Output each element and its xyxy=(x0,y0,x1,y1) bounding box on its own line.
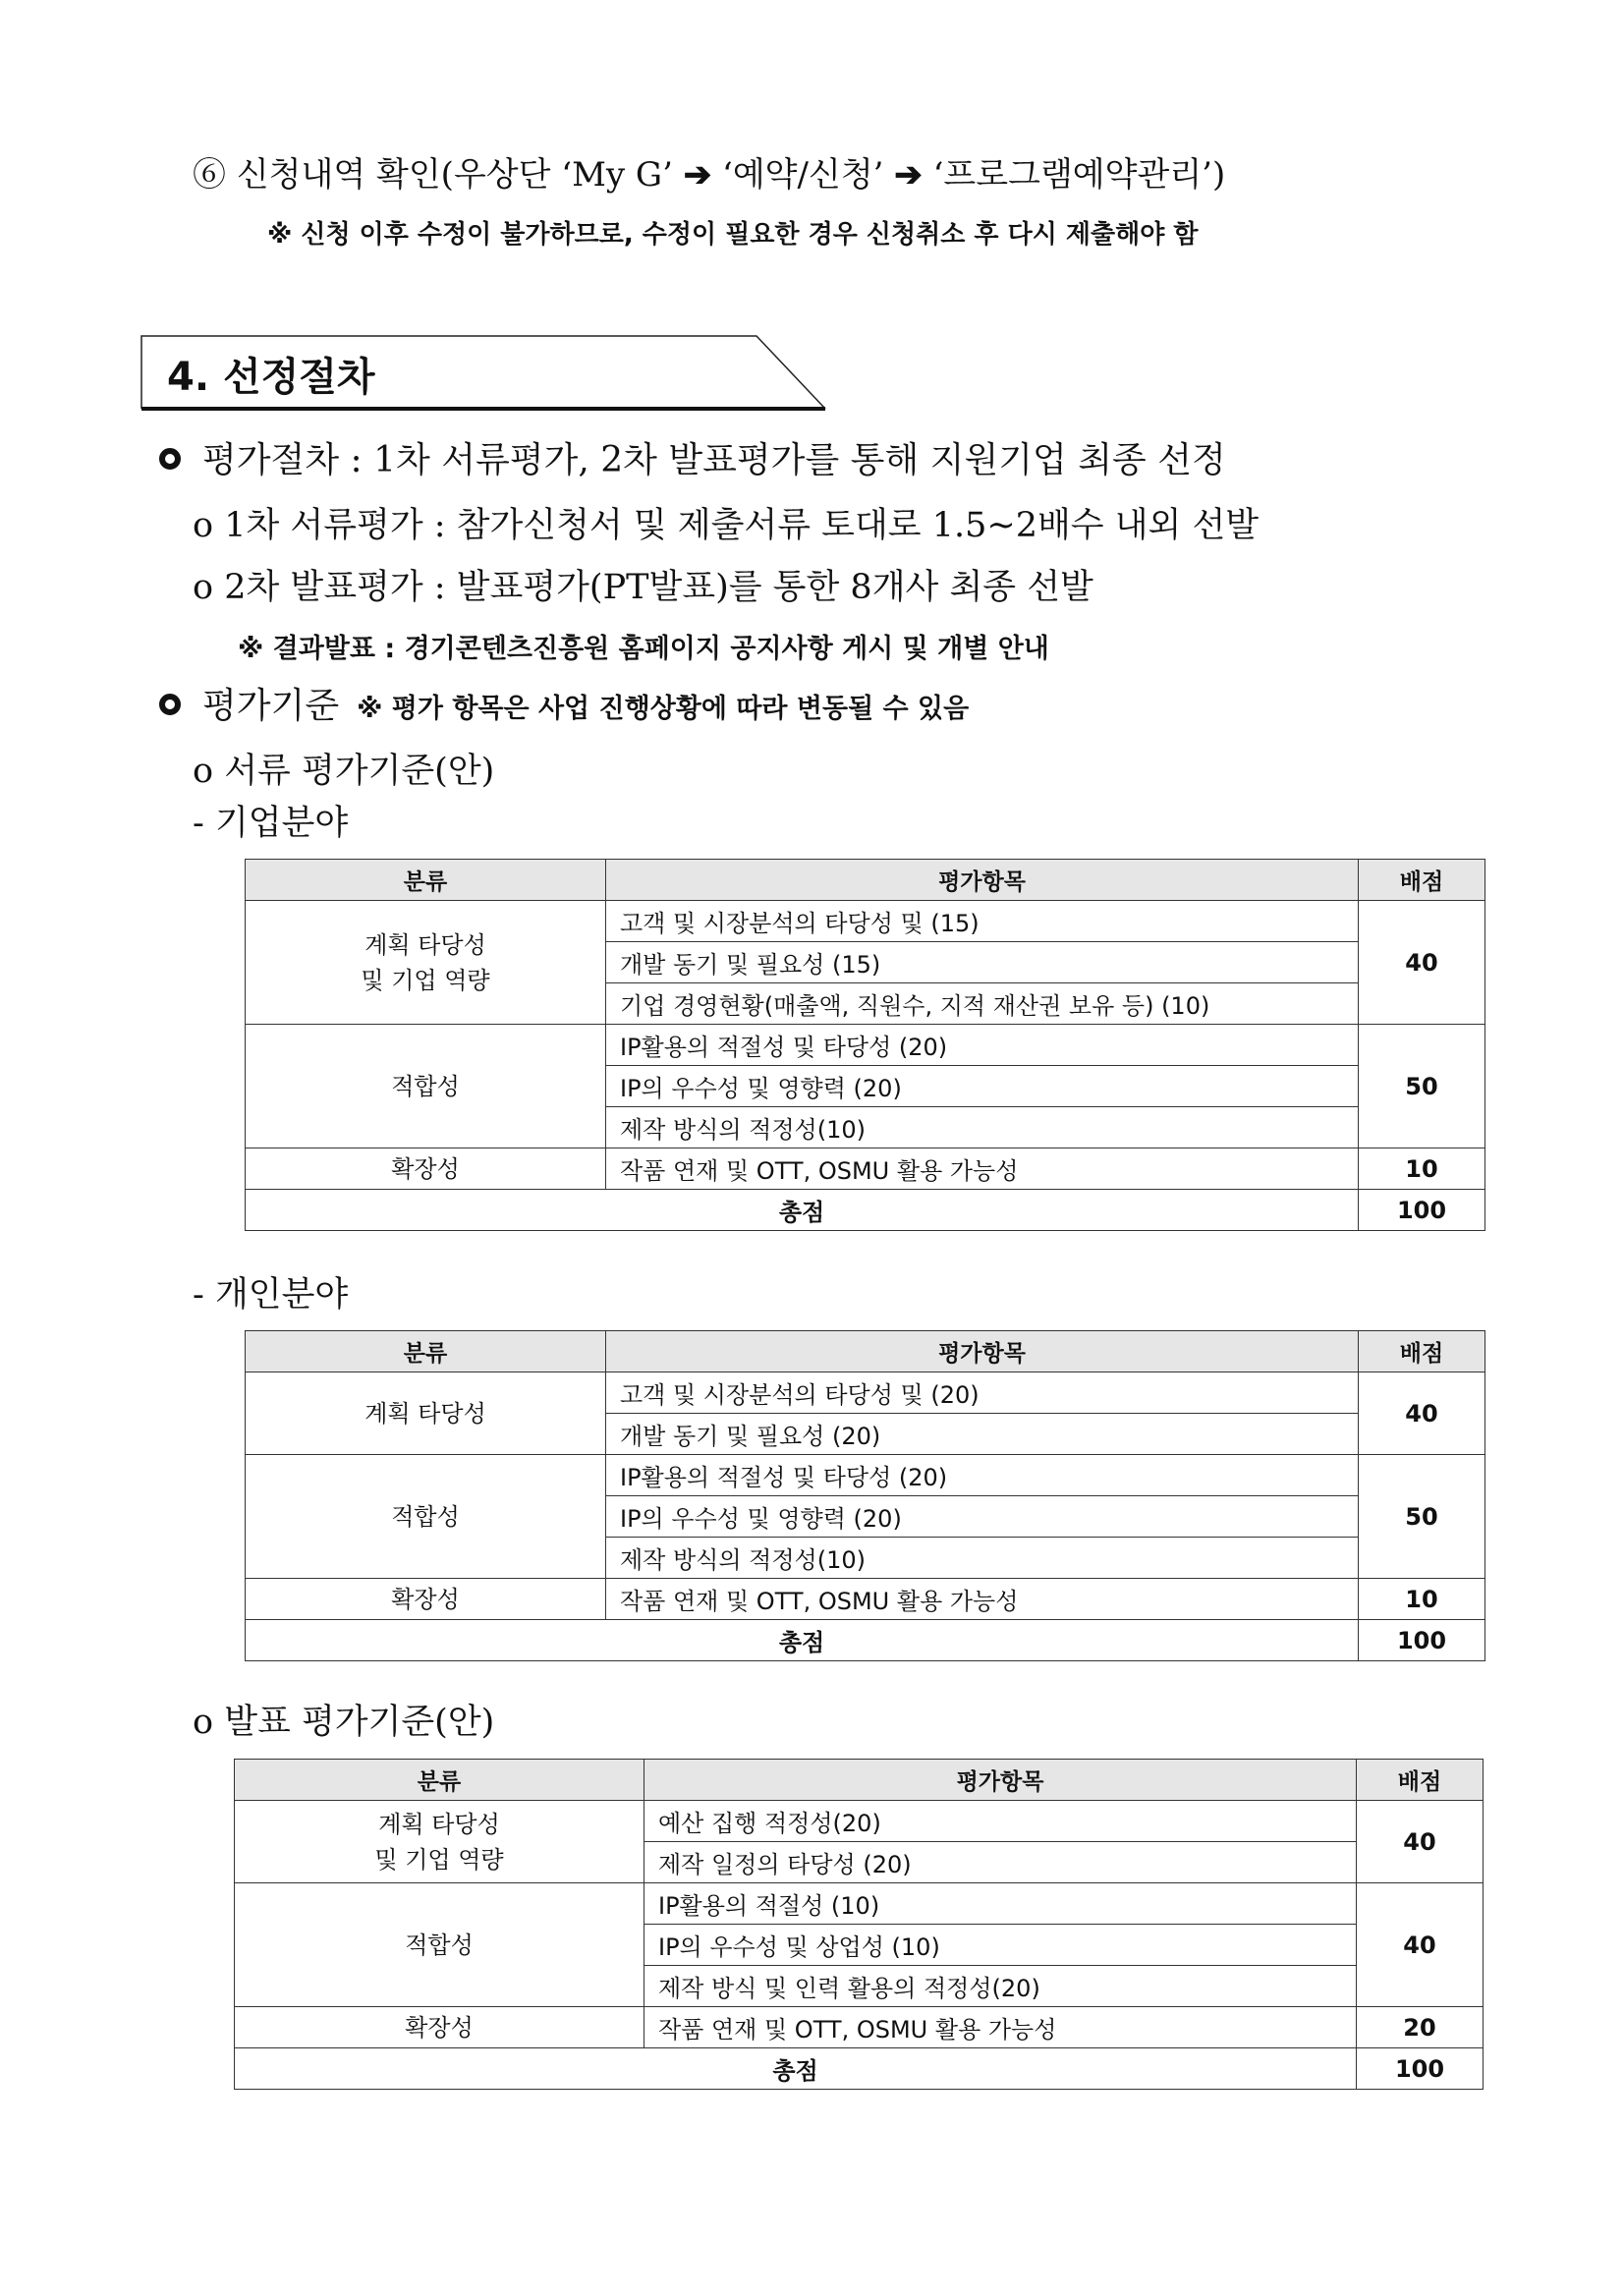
item-cell: 작품 연재 및 OTT, OSMU 활용 가능성 xyxy=(606,1148,1359,1190)
score-cell: 20 xyxy=(1357,2007,1484,2048)
indiv-heading: - 개인분야 xyxy=(193,1275,349,1315)
item-cell: 개발 동기 및 필요성 (20) xyxy=(606,1414,1359,1455)
section-title: 4. 선정절차 xyxy=(167,355,375,400)
item-cell: 작품 연재 및 OTT, OSMU 활용 가능성 xyxy=(606,1579,1359,1620)
procedure-note: ※ 결과발표 : 경기콘텐츠진흥원 홈페이지 공지사항 게시 및 개별 안내 xyxy=(238,634,1049,664)
step6-note: ※ 신청 이후 수정이 불가하므로, 수정이 필요한 경우 신청취소 후 다시 제출해야 함 xyxy=(267,220,1199,250)
item-cell: 제작 방식 및 인력 활용의 적정성(20) xyxy=(644,1966,1357,2007)
category-cell xyxy=(235,1801,644,1883)
item-cell: IP의 우수성 및 상업성 (10) xyxy=(644,1925,1357,1966)
score-cell: 40 xyxy=(1357,1801,1484,1883)
category-label: 계획 타당성 xyxy=(364,930,486,959)
circle-bullet-icon xyxy=(159,694,181,715)
total-row xyxy=(246,1620,1485,1661)
score-cell: 40 xyxy=(1359,1372,1485,1455)
category-label: 및 기업 역량 xyxy=(374,1845,504,1874)
table-row xyxy=(235,1883,1484,1925)
circle-bullet-icon xyxy=(159,448,181,470)
indiv-criteria-table xyxy=(245,1330,1485,1661)
section-heading xyxy=(140,334,827,411)
table-row xyxy=(235,2007,1484,2048)
total-row xyxy=(246,1190,1485,1231)
header-score: 배점 xyxy=(1359,860,1485,901)
item-cell: 제작 방식의 적정성(10) xyxy=(606,1107,1359,1148)
item-cell: 예산 집행 적정성(20) xyxy=(644,1801,1357,1842)
item-cell: 제작 일정의 타당성 (20) xyxy=(644,1842,1357,1883)
table-row xyxy=(246,1455,1485,1496)
total-row xyxy=(235,2048,1484,2090)
pt-criteria-table xyxy=(234,1759,1484,2090)
category-label: 계획 타당성 xyxy=(378,1810,500,1838)
score-cell: 40 xyxy=(1359,901,1485,1025)
table-row xyxy=(246,901,1485,942)
category-cell: 확장성 xyxy=(246,1579,606,1620)
category-cell: 적합성 xyxy=(235,1883,644,2007)
header-items: 평가항목 xyxy=(644,1760,1357,1801)
score-cell: 10 xyxy=(1359,1148,1485,1190)
category-label: 및 기업 역량 xyxy=(361,966,490,994)
category-cell: 계획 타당성 xyxy=(246,1372,606,1455)
procedure-heading: 평가절차 : 1차 서류평가, 2차 발표평가를 통해 지원기업 최종 선정 xyxy=(202,440,1226,480)
category-cell: 확장성 xyxy=(235,2007,644,2048)
step6-line xyxy=(193,147,1225,196)
header-category: 분류 xyxy=(246,860,606,901)
procedure-heading-line xyxy=(159,432,1226,482)
header-score: 배점 xyxy=(1357,1760,1484,1801)
header-items: 평가항목 xyxy=(606,1331,1359,1372)
criteria-heading: 평가기준 xyxy=(202,686,340,726)
item-cell: 작품 연재 및 OTT, OSMU 활용 가능성 xyxy=(644,2007,1357,2048)
table-row xyxy=(246,1148,1485,1190)
item-cell: IP의 우수성 및 영향력 (20) xyxy=(606,1066,1359,1107)
item-cell: 기업 경영현황(매출액, 직원수, 지적 재산권 보유 등) (10) xyxy=(606,983,1359,1025)
corp-heading: - 기업분야 xyxy=(193,804,349,843)
score-cell: 50 xyxy=(1359,1025,1485,1148)
item-cell: 개발 동기 및 필요성 (15) xyxy=(606,942,1359,983)
pt-criteria-heading: o 발표 평가기준(안) xyxy=(193,1703,495,1742)
table-row xyxy=(246,1579,1485,1620)
total-score: 100 xyxy=(1359,1620,1485,1661)
item-cell: IP활용의 적절성 및 타당성 (20) xyxy=(606,1455,1359,1496)
criteria-heading-line xyxy=(159,678,969,728)
score-cell: 10 xyxy=(1359,1579,1485,1620)
step6-text-b: ‘예약/신청’ xyxy=(722,155,884,195)
item-cell: IP의 우수성 및 영향력 (20) xyxy=(606,1496,1359,1538)
category-cell xyxy=(246,901,606,1025)
step6-text-c: ‘프로그램예약관리’) xyxy=(932,155,1226,195)
header-category: 분류 xyxy=(235,1760,644,1801)
total-label: 총점 xyxy=(235,2048,1357,2090)
table-row xyxy=(246,1372,1485,1414)
item-cell: 고객 및 시장분석의 타당성 및 (15) xyxy=(606,901,1359,942)
total-label: 총점 xyxy=(246,1190,1359,1231)
step-marker: ⑥ xyxy=(193,155,226,195)
category-cell: 적합성 xyxy=(246,1455,606,1579)
item-cell: 고객 및 시장분석의 타당성 및 (20) xyxy=(606,1372,1359,1414)
category-cell: 적합성 xyxy=(246,1025,606,1148)
header-items: 평가항목 xyxy=(606,860,1359,901)
procedure-step2: o 2차 발표평가 : 발표평가(PT발표)를 통한 8개사 최종 선발 xyxy=(193,568,1093,607)
score-cell: 50 xyxy=(1359,1455,1485,1579)
table-row xyxy=(246,1025,1485,1066)
item-cell: IP활용의 적절성 및 타당성 (20) xyxy=(606,1025,1359,1066)
total-label: 총점 xyxy=(246,1620,1359,1661)
table-header-row xyxy=(246,1331,1485,1372)
doc-criteria-heading: o 서류 평가기준(안) xyxy=(193,752,495,791)
header-category: 분류 xyxy=(246,1331,606,1372)
header-score: 배점 xyxy=(1359,1331,1485,1372)
criteria-heading-note: ※ 평가 항목은 사업 진행상황에 따라 변동될 수 있음 xyxy=(357,694,970,724)
item-cell: 제작 방식의 적정성(10) xyxy=(606,1538,1359,1579)
total-score: 100 xyxy=(1359,1190,1485,1231)
total-score: 100 xyxy=(1357,2048,1484,2090)
category-cell: 확장성 xyxy=(246,1148,606,1190)
arrow-icon: ➔ xyxy=(683,155,712,195)
item-cell: IP활용의 적절성 (10) xyxy=(644,1883,1357,1925)
step6-text-a: 신청내역 확인(우상단 ‘My G’ xyxy=(236,155,673,195)
score-cell: 40 xyxy=(1357,1883,1484,2007)
arrow-icon: ➔ xyxy=(894,155,923,195)
corp-criteria-table xyxy=(245,859,1485,1231)
table-header-row xyxy=(235,1760,1484,1801)
table-header-row xyxy=(246,860,1485,901)
procedure-step1: o 1차 서류평가 : 참가신청서 및 제출서류 토대로 1.5~2배수 내외 선발 xyxy=(193,506,1260,545)
table-row xyxy=(235,1801,1484,1842)
